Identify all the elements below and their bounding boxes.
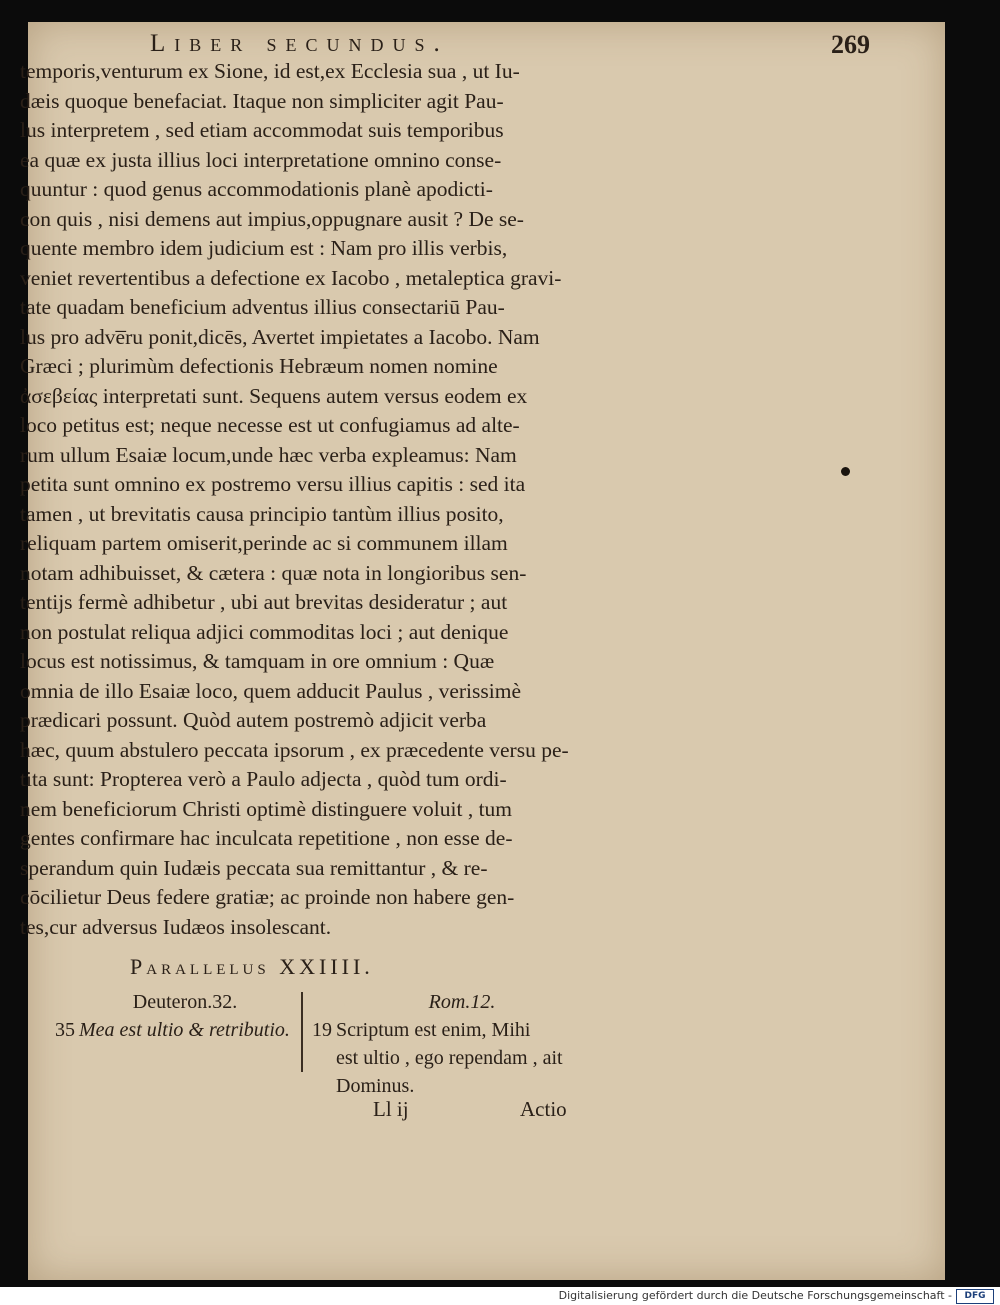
text-line: locus est notissimus, & tamquam in ore omnium : Quæ [20,649,495,673]
parallel-left-column [55,988,315,1044]
margin-dot [841,467,850,476]
text-line: prædicari possunt. Quòd autem postremò adjicit verba [20,708,487,732]
running-title: Liber secundus. [150,30,449,57]
page-number: 269 [831,30,870,59]
text-line: hæc, quum abstulero peccata ipsorum , ex præcedente versu pe- [20,737,569,762]
right-verse-text-1: Scriptum est enim, Mihi [336,1019,531,1041]
catchword: Actio [520,1097,567,1121]
text-line: ἀσεβείας interpretati sunt. Sequens autem versus eodem ex [20,383,528,408]
right-verse-text-2: est ultio , ego rependam , ait [336,1047,563,1069]
signature-mark: Ll ij [373,1097,409,1121]
text-line: sperandum quin Iudæis peccata sua remittantur , & re- [20,855,488,880]
text-line: non postulat reliqua adjici commoditas loci ; aut denique [20,619,509,644]
dfg-logo: DFG [956,1289,994,1304]
right-reference: Rom.12. [428,991,496,1013]
column-divider [301,992,303,1072]
text-line: omnia de illo Esaiæ loco, quem adducit Paulus , verissimè [20,678,521,703]
text-line: reliquam partem omiserit,perinde ac si communem illam [20,531,508,555]
left-verse-text: Mea est ultio & retributio. [79,1019,290,1041]
left-reference: Deuteron.32. [132,991,238,1013]
text-line: cōcilietur Deus federe gratiæ; ac proinde non habere gen- [20,885,515,909]
left-verse-line [55,1019,290,1041]
text-line: tamen , ut brevitatis causa principio tantùm illius posito, [20,501,504,526]
text-line: quuntur : quod genus accommodationis planè apodicti- [20,177,493,201]
text-line: tes,cur adversus Iudæos insolescant. [20,914,332,939]
text-line: gentes confirmare hac inculcata repetitione , non esse de- [20,826,513,850]
right-verse-line [312,1016,612,1044]
text-line: tate quadam beneficium adventus illius consectariū Pau- [20,295,505,319]
right-verse-number: 19 [312,1019,332,1041]
left-verse-number: 35 [55,1019,75,1041]
right-verse-text-3: Dominus. [336,1075,415,1097]
text-line: temporis,venturum ex Sione, id est,ex Ecclesia sua , ut Iu- [20,59,520,83]
text-line: con quis , nisi demens aut impius,oppugnare ausit ? De se- [20,206,524,231]
text-line: nem beneficiorum Christi optimè distinguere voluit , tum [20,796,513,821]
text-line: lus interpretem , sed etiam accommodat suis temporibus [20,118,504,142]
parallel-heading: Parallelus XXIIII. [130,954,374,979]
parallel-right-column [312,988,612,1100]
text-line: loco petitus est; neque necesse est ut confugiamus ad alte- [20,413,520,437]
text-line: veniet revertentibus a defectione ex Iacobo , metaleptica gravi- [20,265,562,290]
text-line: tentijs fermè adhibetur , ubi aut brevitas desideratur ; aut [20,590,508,614]
text-line: quente membro idem judicium est : Nam pro illis verbis, [20,236,508,260]
footer-credit: Digitalisierung gefördert durch die Deutsche Forschungsgemeinschaft - [558,1289,952,1302]
text-line: notam adhibuisset, & cætera : quæ nota in longioribus sen- [20,560,527,585]
text-line: petita sunt omnino ex postremo versu illius capitis : sed ita [20,472,526,496]
text-line: rum ullum Esaiæ locum,unde hæc verba expleamus: Nam [20,442,517,467]
text-line: Græci ; plurimùm defectionis Hebræum nomen nomine [20,354,498,378]
text-line: tita sunt: Propterea verò a Paulo adjecta , quòd tum ordi- [20,767,507,791]
body-text [20,57,640,942]
text-line: ea quæ ex justa illius loci interpretatione omnino conse- [20,147,502,172]
text-line: dæis quoque benefaciat. Itaque non simpliciter agit Pau- [20,88,504,113]
text-line: lus pro adve̅ru ponit,dicēs, Avertet impietates a Iacobo. Nam [20,324,540,349]
